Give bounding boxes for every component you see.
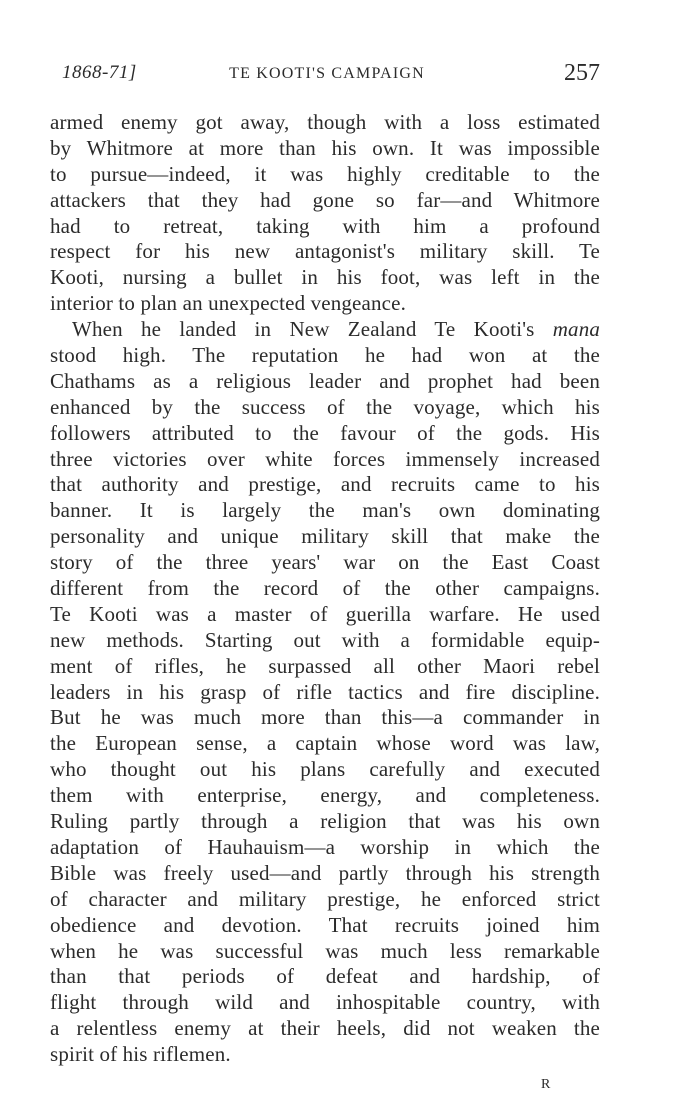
paragraph-end-line: interior to plan an unexpected vengeance. <box>50 291 406 316</box>
text-line: a relentless enemy at their heels, did not weaken the <box>50 1016 600 1041</box>
text-line: that authority and prestige, and recruits came to his <box>50 472 600 497</box>
text-line: Bible was freely used—and partly through his strength <box>50 860 600 885</box>
text-line: Chathams as a religious leader and prophet had been <box>50 368 600 393</box>
italic-term-mana: mana <box>552 317 600 342</box>
text-line: them with enterprise, energy, and completeness. <box>50 783 600 808</box>
text-line: obedience and devotion. That recruits joined him <box>50 912 600 937</box>
text-line: enhanced by the success of the voyage, which his <box>50 394 600 419</box>
paragraph-start-line <box>50 317 600 343</box>
text-line: But he was much more than this—a commander in <box>50 705 600 730</box>
text-line: attackers that they had gone so far—and Whitmore <box>50 187 600 212</box>
text-line: of character and military prestige, he enforced strict <box>50 886 600 911</box>
text-line: followers attributed to the favour of the gods. His <box>50 420 600 445</box>
page-number: 257 <box>564 60 600 86</box>
text-line: when he was successful was much less remarkable <box>50 938 600 963</box>
text-line: stood high. The reputation he had won at the <box>50 343 600 368</box>
text-line: different from the record of the other campaigns. <box>50 576 600 601</box>
text-line: Ruling partly through a religion that was his own <box>50 809 600 834</box>
text-run: When he landed in New Zealand Te Kooti's <box>72 317 553 342</box>
text-line: than that periods of defeat and hardship, of <box>50 964 600 989</box>
text-line: Kooti, nursing a bullet in his foot, was left in the <box>50 265 600 290</box>
text-line: had to retreat, taking with him a profound <box>50 213 600 238</box>
paragraph-end-line: spirit of his riflemen. <box>50 1042 231 1067</box>
text-line: personality and unique military skill that make the <box>50 524 600 549</box>
running-title: TE KOOTI'S CAMPAIGN <box>229 65 425 82</box>
text-line: armed enemy got away, though with a loss estimated <box>50 110 600 134</box>
text-line: who thought out his plans carefully and executed <box>50 757 600 782</box>
text-line: new methods. Starting out with a formidable equip- <box>50 627 600 652</box>
text-line: story of the three years' war on the East Coast <box>50 550 600 575</box>
text-line: the European sense, a captain whose word was law, <box>50 731 600 756</box>
page-header <box>54 62 600 92</box>
signature-mark: R <box>541 1077 552 1092</box>
date-range: 1868-71] <box>62 62 137 83</box>
body-text <box>50 110 600 1068</box>
text-line: to pursue—indeed, it was highly creditable to the <box>50 161 600 186</box>
text-line: Te Kooti was a master of guerilla warfare. He used <box>50 601 600 626</box>
text-line: ment of rifles, he surpassed all other Maori rebel <box>50 653 600 678</box>
text-line: adaptation of Hauhauism—a worship in which the <box>50 834 600 859</box>
text-line: three victories over white forces immensely increased <box>50 446 600 471</box>
text-line: banner. It is largely the man's own dominating <box>50 498 600 523</box>
text-line: respect for his new antagonist's military skill. Te <box>50 239 600 264</box>
text-line: leaders in his grasp of rifle tactics and fire discipline. <box>50 679 600 704</box>
text-line: by Whitmore at more than his own. It was impossible <box>50 135 600 160</box>
text-line: flight through wild and inhospitable country, with <box>50 990 600 1015</box>
